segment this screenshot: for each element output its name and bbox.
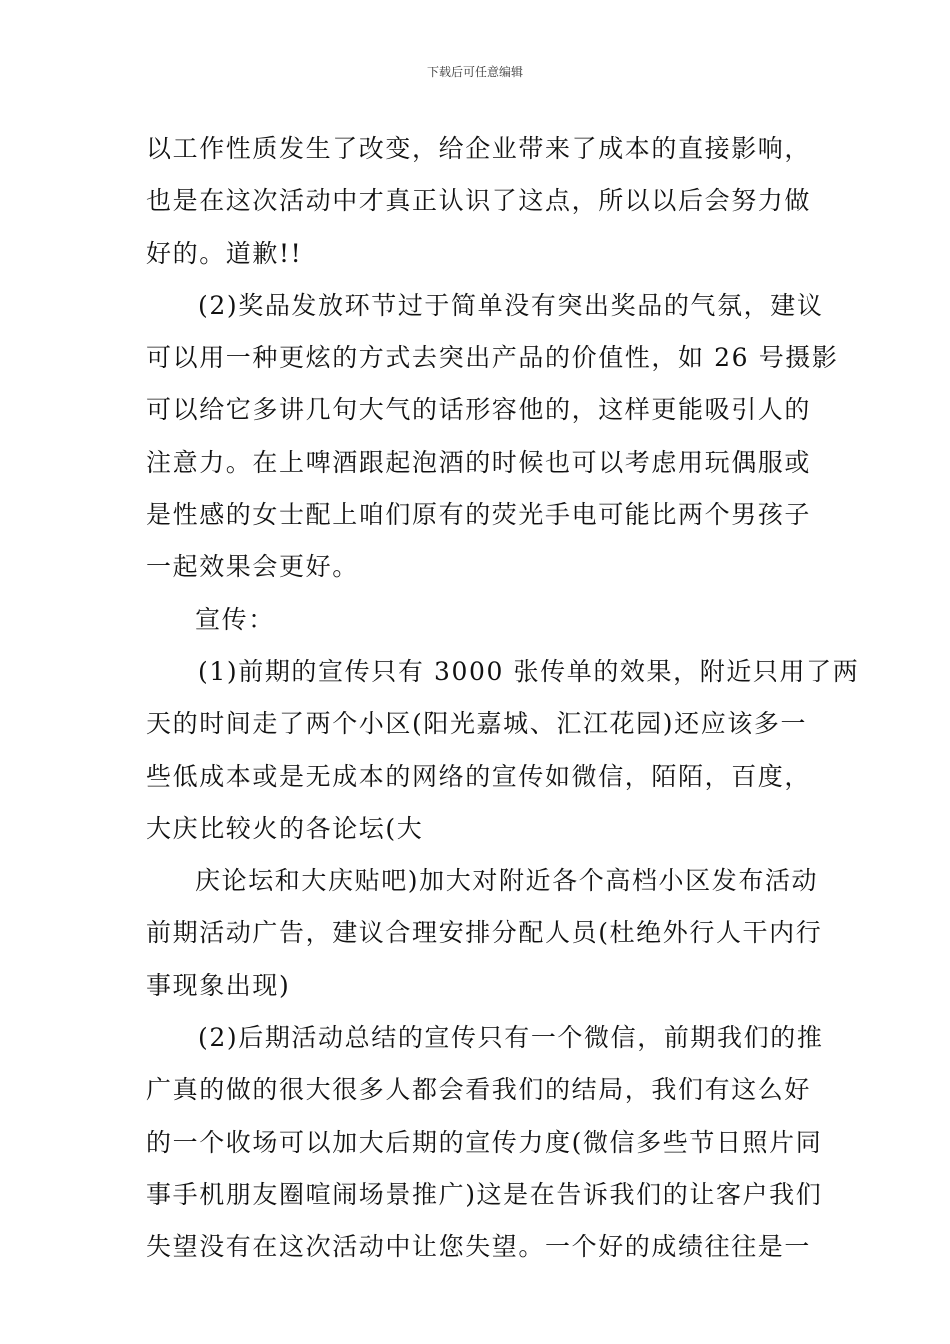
- text-line: 注意力。在上啤酒跟起泡酒的时候也可以考虑用玩偶服或: [146, 447, 812, 477]
- text-line: 失望没有在这次活动中让您失望。一个好的成绩往往是一: [146, 1232, 812, 1262]
- text-line: 事手机朋友圈喧闹场景推广)这是在告诉我们的让客户我们: [146, 1179, 823, 1209]
- text-line: 以工作性质发生了改变，给企业带来了成本的直接影响，: [146, 134, 812, 163]
- text-line: (2)后期活动总结的宣传只有一个微信，前期我们的推: [198, 1023, 824, 1053]
- text-line: 的一个收场可以加大后期的宣传力度(微信多些节日照片同: [146, 1127, 823, 1157]
- text-line: 广真的做的很大很多人都会看我们的结局，我们有这么好: [146, 1075, 812, 1105]
- text-line: 前期活动广告，建议合理安排分配人员(杜绝外行人干内行: [146, 918, 823, 948]
- text-line: 也是在这次活动中才真正认识了这点，所以以后会努力做: [146, 186, 812, 216]
- text-line: 一起效果会更好。: [146, 552, 359, 582]
- text-line: (1)前期的宣传只有 3000 张传单的效果，附近只用了两: [198, 656, 860, 686]
- text-line: 大庆比较火的各论坛(大: [146, 813, 424, 843]
- text-line: 可以给它多讲几句大气的话形容他的，这样更能吸引人的: [146, 395, 812, 425]
- text-line: 些低成本或是无成本的网络的宣传如微信，陌陌，百度，: [146, 761, 812, 791]
- text-line: 是性感的女士配上咱们原有的荧光手电可能比两个男孩子: [146, 500, 812, 530]
- document-body: [146, 128, 860, 1279]
- section-heading: 宣传：: [195, 604, 275, 634]
- text-line: 庆论坛和大庆贴吧)加大对附近各个高档小区发布活动: [195, 866, 819, 896]
- text-line: 可以用一种更炫的方式去突出产品的价值性，如 26 号摄影: [146, 343, 839, 373]
- text-line: 事现象出现): [146, 970, 291, 1000]
- text-line: 好的。道歉!!: [146, 238, 303, 268]
- page-header-note: 下载后可任意编辑: [426, 65, 523, 79]
- text-line: (2)奖品发放环节过于简单没有突出奖品的气氛，建议: [198, 290, 824, 320]
- text-line: 天的时间走了两个小区(阳光嘉城、汇江花园)还应该多一: [146, 709, 808, 739]
